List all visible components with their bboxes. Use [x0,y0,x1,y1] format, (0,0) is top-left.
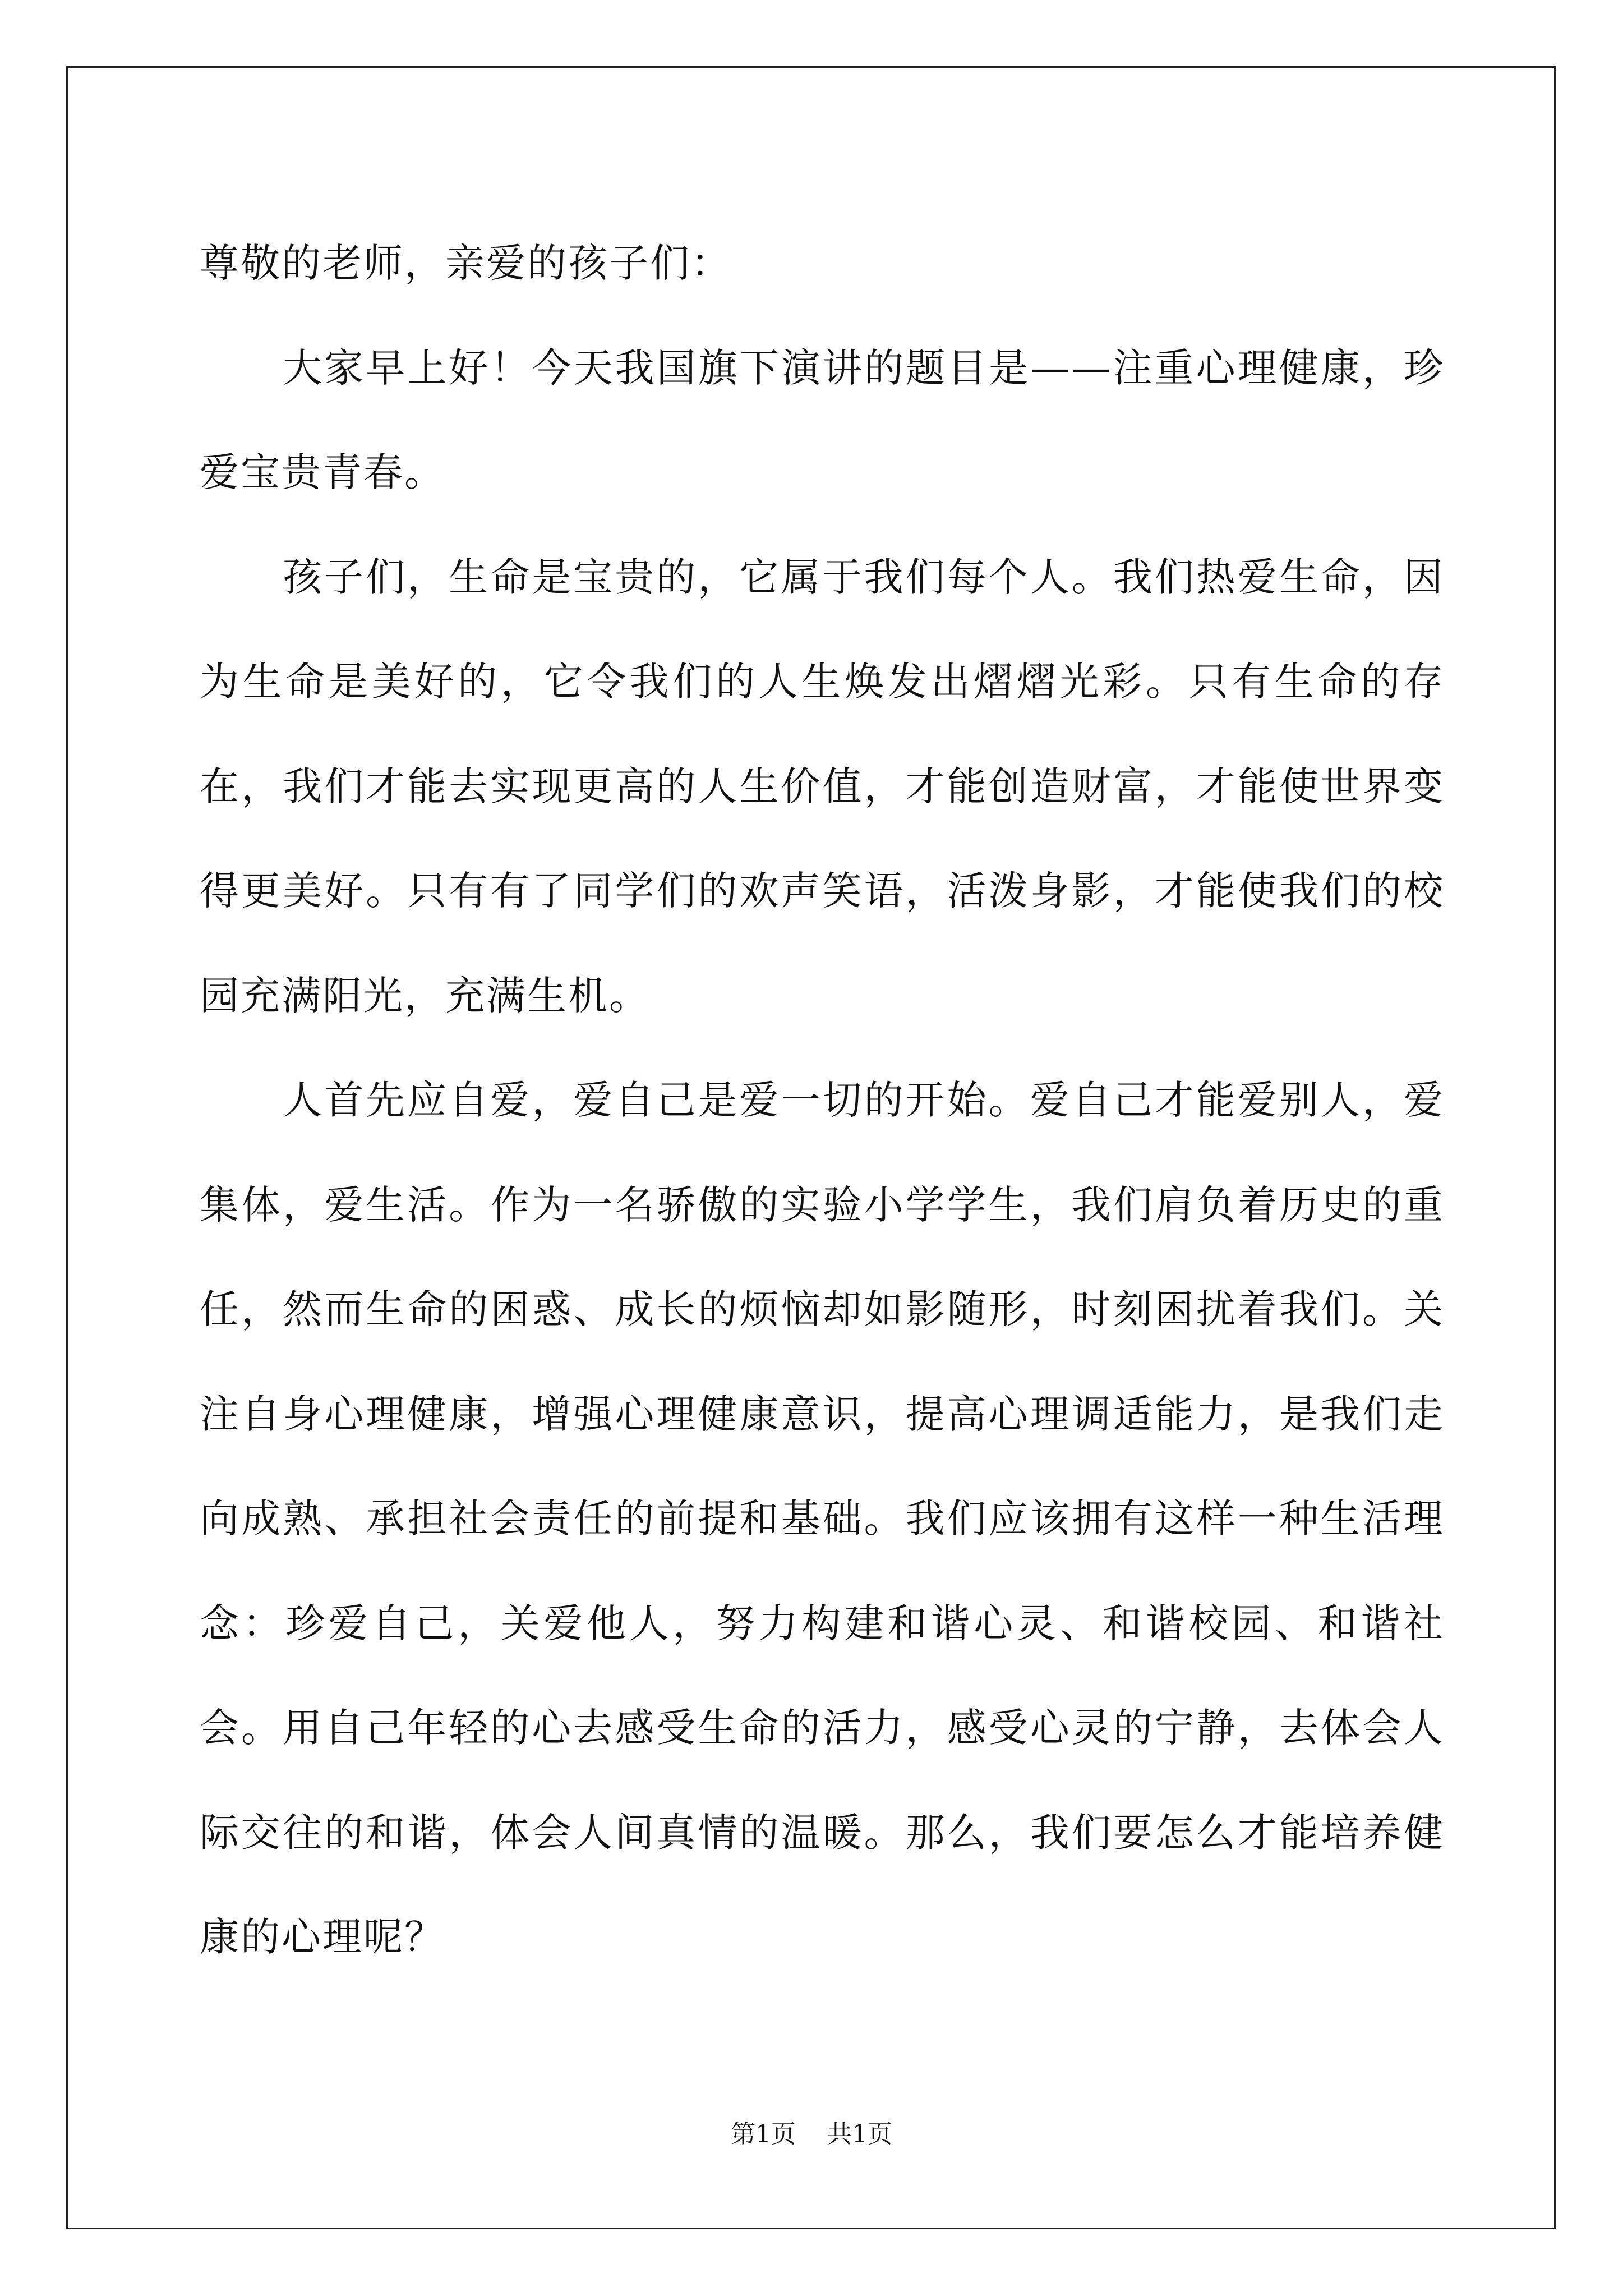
page-footer [0,2118,1623,2151]
paragraph-self-love: 人首先应自爱，爱自己是爱一切的开始。爱自己才能爱别人，爱集体，爱生活。作为一名骄傲的实验小学学生，我们肩负着历史的重任，然而生命的困惑、成长的烦恼却如影随形，时刻困扰着我们。关注自身心理健康，增强心理健康意识，提高心理调适能力，是我们走向成熟、承担社会责任的前提和基础。我们应该拥有这样一种生活理念：珍爱自己，关爱他人，努力构建和谐心灵、和谐校园、和谐社会。用自己年轻的心去感受生命的活力，感受心灵的宁静，去体会人际交往的和谐，体会人间真情的温暖。那么，我们要怎么才能培养健康的心理呢？ [200,1077,1445,1960]
page-number: 第1页 [731,2120,796,2148]
document-body [200,211,1445,1990]
paragraph-life: 孩子们，生命是宝贵的，它属于我们每个人。我们热爱生命，因为生命是美好的，它令我们的人生焕发出熠熠光彩。只有生命的存在，我们才能去实现更高的人生价值，才能创造财富，才能使世界变得更美好。只有有了同学们的欢声笑语，活泼身影，才能使我们的校园充满阳光，充满生机。 [200,554,1445,1019]
salutation: 尊敬的老师，亲爱的孩子们： [200,240,732,286]
page-total: 共1页 [827,2120,892,2148]
paragraph-greeting: 大家早上好！今天我国旗下演讲的题目是——注重心理健康，珍爱宝贵青春。 [200,344,1445,495]
